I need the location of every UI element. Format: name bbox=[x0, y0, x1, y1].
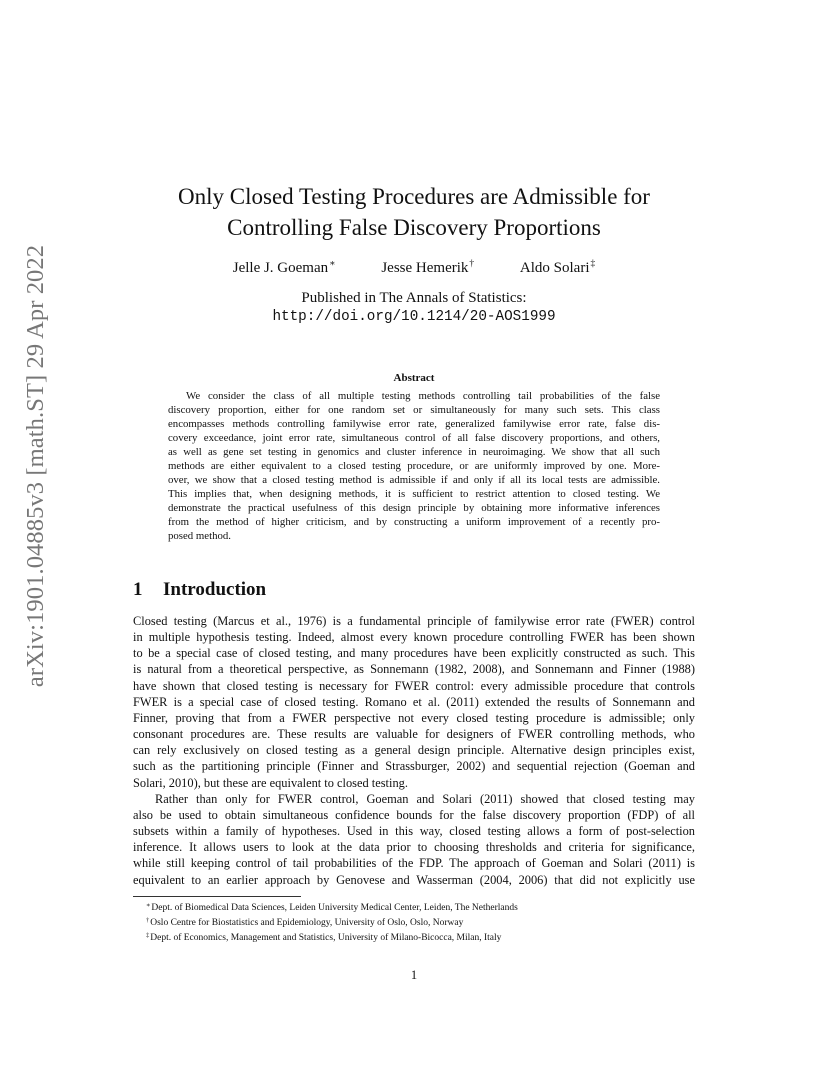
section-title: Introduction bbox=[163, 579, 267, 600]
footnote bbox=[146, 900, 518, 915]
body-line: can rely exclusively on closed testing as a general design principle. Alternative design principles exist, bbox=[133, 743, 695, 758]
footnote-text: Oslo Centre for Biostatistics and Epidemiology, University of Oslo, Oslo, Norway bbox=[150, 917, 464, 928]
body-line: Rather than only for FWER control, Goeman and Solari (2011) showed that closed testing may bbox=[155, 791, 695, 806]
title-line: Only Closed Testing Procedures are Admissible for bbox=[178, 184, 650, 209]
paper-title bbox=[0, 181, 828, 243]
body-line: such as the partitioning principle (Finner and Strassburger, 2002) and sequential rejection (Goeman and bbox=[133, 759, 695, 774]
footnote bbox=[146, 915, 518, 930]
body-line: Closed testing (Marcus et al., 1976) is a fundamental principle of familywise error rate (FWER) control bbox=[133, 614, 695, 628]
author bbox=[520, 259, 595, 277]
abstract-heading: Abstract bbox=[393, 372, 435, 384]
author-list bbox=[0, 258, 828, 277]
arxiv-identifier: arXiv:1901.04885v3 [math.ST] 29 Apr 2022 bbox=[22, 244, 49, 688]
author bbox=[381, 259, 474, 277]
abstract-line: demonstrate the practical usefulness of this design principle by obtaining more informative inferences bbox=[168, 501, 660, 514]
page-number: 1 bbox=[410, 968, 418, 982]
body-line: have shown that closed testing is necessary for FWER control: every admissible procedure that controls bbox=[133, 678, 695, 693]
body-line: Solari, 2010), but these are equivalent to closed testing. bbox=[133, 775, 408, 790]
abstract-body bbox=[168, 390, 660, 543]
body-text bbox=[133, 613, 695, 888]
footnotes bbox=[146, 900, 518, 944]
footnote bbox=[146, 930, 518, 945]
body-line: FWER is a special case of closed testing. Romano et al. (2011) extended the results of Sonnemann and bbox=[133, 694, 695, 709]
footnote-text: Dept. of Biomedical Data Sciences, Leiden University Medical Center, Leiden, The Netherlands bbox=[151, 903, 518, 913]
author-mark: ∗ bbox=[329, 259, 336, 269]
author-name: Aldo Solari bbox=[519, 260, 590, 276]
abstract-line: as well as gene set testing in genomics and cluster inference in neuroimaging. We show that all such bbox=[168, 445, 660, 458]
title-line: Controlling False Discovery Proportions bbox=[227, 215, 601, 240]
body-line: consonant procedures are. These results are valuable for designers of FWER controlling methods, who bbox=[133, 727, 695, 742]
author bbox=[233, 258, 336, 277]
footnote-mark: ‡ bbox=[146, 931, 150, 939]
abstract-line: This implies that, when designing methods, it is sufficient to restrict attention to closed testing. We bbox=[168, 487, 660, 500]
body-line: equivalent to an earlier approach by Genovese and Wasserman (2004, 2006) that did not explicitly use bbox=[133, 872, 695, 887]
footnote-mark: † bbox=[146, 916, 150, 924]
abstract-line: over, we show that a closed testing method is admissible if and only if all its local tests are admissible. bbox=[168, 473, 660, 486]
publication-line: Published in The Annals of Statistics: bbox=[301, 290, 527, 306]
author-mark: ‡ bbox=[590, 259, 596, 269]
section-number: 1 bbox=[133, 579, 143, 600]
body-line: to be a special case of closed testing, and many procedures have been explicitly constructed as such. This bbox=[133, 646, 695, 661]
body-line: also be used to obtain simultaneous confidence bounds for the false discovery proportion (FDP) of all bbox=[133, 807, 695, 822]
footnote-text: Dept. of Economics, Management and Statistics, University of Milano-Bicocca, Milan, Italy bbox=[150, 932, 502, 943]
abstract-line: covery exceedance, joint error rate, simultaneous control of all false discovery proportions, and others, bbox=[168, 431, 660, 444]
body-line: is natural from a theoretical perspective, as Sonnemann (1982, 2008), and Sonnemann and Finner (1988) bbox=[133, 662, 695, 677]
body-line: Finner, proving that from a FWER perspective not every closed testing procedure is admissible; only bbox=[133, 710, 695, 725]
footnote-mark: ∗ bbox=[146, 902, 151, 909]
section-heading bbox=[133, 579, 266, 601]
abstract-line: posed method. bbox=[168, 529, 231, 542]
abstract-line: We consider the class of all multiple testing methods controlling tail probabilities of the false bbox=[186, 390, 660, 402]
abstract-line: from the method of higher criticism, and by constructing a uniform improvement of a recently pro- bbox=[168, 515, 660, 528]
abstract-line: discovery proportion, either for one random set or simultaneously for many such sets. This class bbox=[168, 403, 660, 416]
footnote-rule bbox=[133, 896, 301, 897]
abstract-line: methods are either equivalent to a closed testing procedure, or are uniformly improved by one. More- bbox=[168, 459, 660, 472]
abstract-line: encompasses methods controlling familywise error rate, generalized familywise error rate, false dis- bbox=[168, 417, 660, 430]
publication-info bbox=[0, 289, 828, 327]
doi-link[interactable]: http://doi.org/10.1214/20-AOS1999 bbox=[272, 309, 556, 325]
author-mark: † bbox=[469, 259, 475, 269]
body-line: while still keeping control of tail probabilities of the FDP. The approach of Goeman and Solari (2011) is bbox=[133, 856, 695, 871]
author-name: Jelle J. Goeman bbox=[232, 260, 329, 276]
body-line: subsets within a family of hypotheses. Used in this way, closed testing allows a form of post-selection bbox=[133, 824, 695, 839]
author-name: Jesse Hemerik bbox=[381, 260, 469, 276]
body-line: inference. It allows users to look at the data prior to choosing thresholds and criteria for significance, bbox=[133, 840, 695, 855]
body-line: in multiple hypothesis testing. Indeed, almost every known procedure controlling FWER has been shown bbox=[133, 630, 695, 645]
